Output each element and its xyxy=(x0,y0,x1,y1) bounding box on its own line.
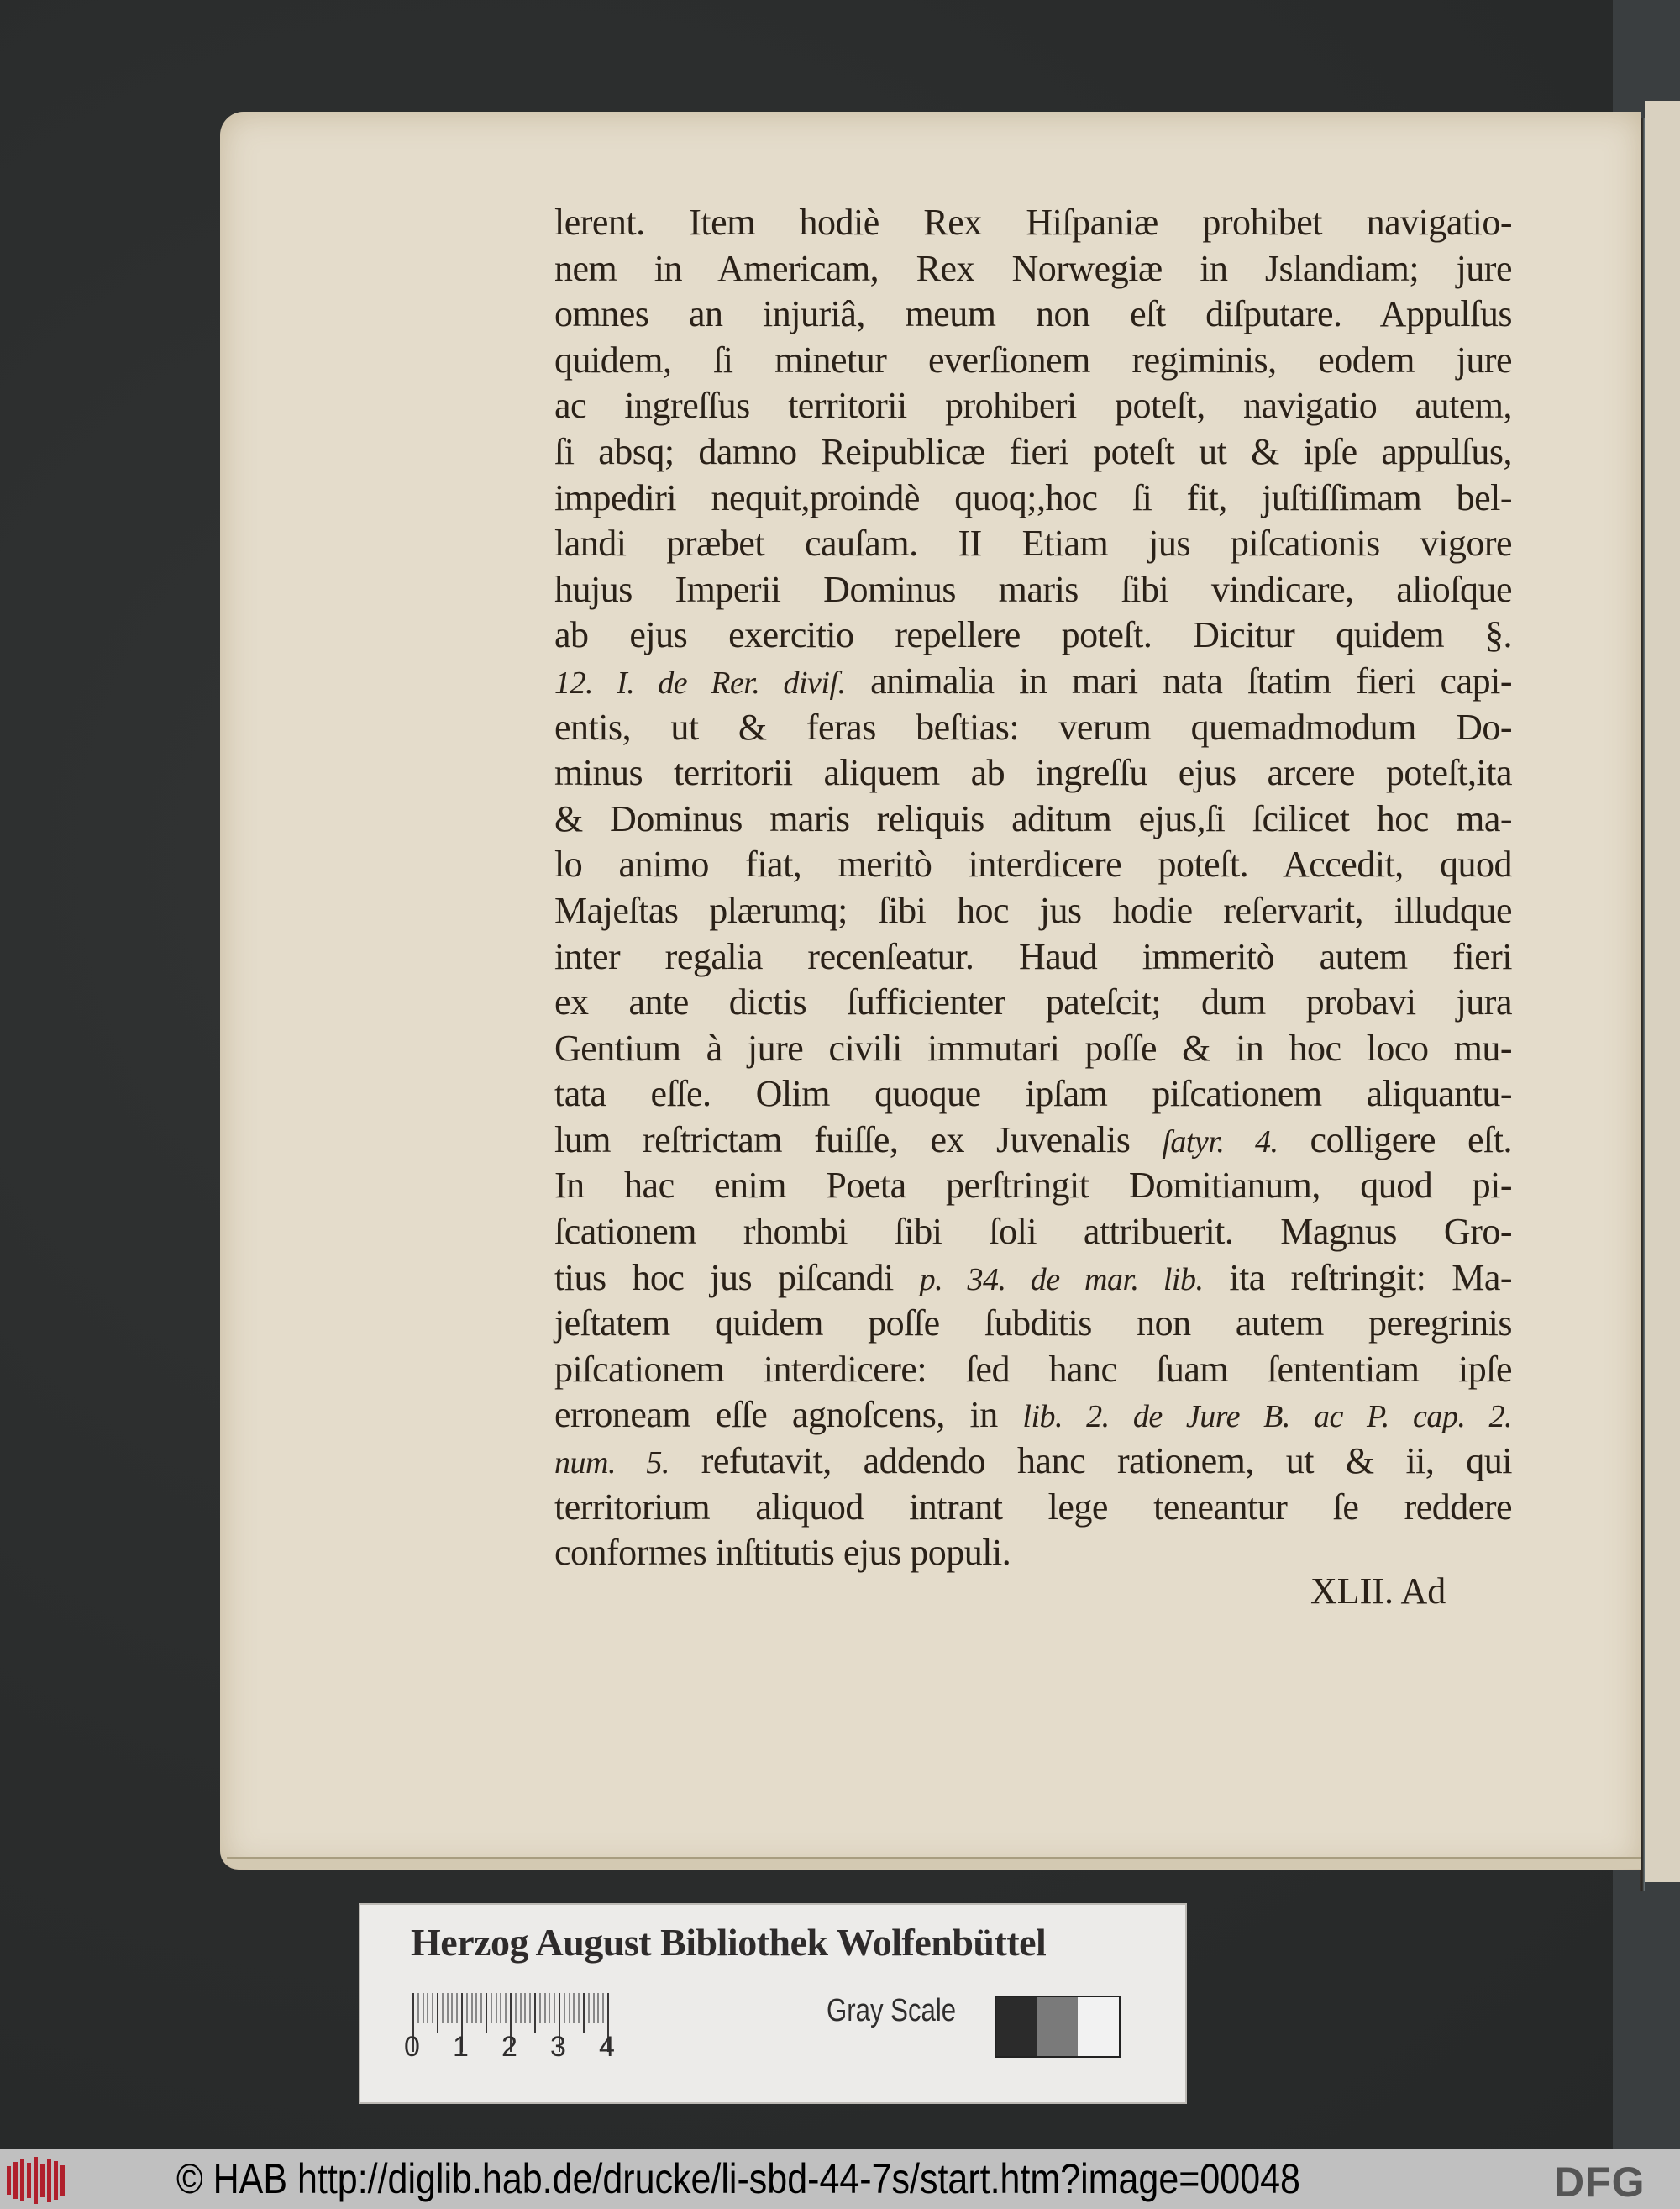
text-line: jeſtatem quidem poſſe ſubditis non autem peregrinis xyxy=(554,1302,1512,1344)
text-line xyxy=(554,1118,1512,1164)
text-line: lo animo fiat, meritò interdicere poteſt. Accedit, quod xyxy=(554,844,1512,886)
ruler-tick xyxy=(500,1993,501,2023)
ruler-label: 1 xyxy=(453,2031,469,2063)
ruler-label: 3 xyxy=(550,2031,566,2063)
ruler-tick xyxy=(597,1993,599,2023)
gray-swatch-light xyxy=(1078,1997,1119,2056)
ruler-tick xyxy=(588,1993,590,2023)
ruler-tick xyxy=(447,1993,449,2023)
text-line xyxy=(554,659,1512,705)
page-bottom-edge xyxy=(227,1857,1641,1869)
text-line: & Dominus maris reliquis aditum ejus,ſi ſcilicet hoc ma- xyxy=(554,797,1512,839)
ruler-tick xyxy=(442,1993,444,2023)
ruler-tick xyxy=(534,1993,536,2033)
text-line: ſi absq; damno Reipublicæ fieri poteſt ut & ipſe appulſus, xyxy=(554,430,1512,472)
text-line: minus territorii aliquem ab ingreſſu ejus arcere poteſt,ita xyxy=(554,752,1512,794)
text-line: ſcationem rhombi ſibi ſoli attribuerit. Magnus Gro- xyxy=(554,1211,1512,1253)
text-line: impediri nequit,proindè quoq;,hoc ſi fit, juſtiſſimam bel- xyxy=(554,476,1512,518)
text-line xyxy=(554,1438,1512,1485)
catchword: XLII. Ad xyxy=(1310,1570,1446,1612)
text-line: landi præbet cauſam. II Etiam jus piſcationis vigore xyxy=(554,523,1512,565)
ruler-label: 4 xyxy=(599,2031,615,2063)
ruler-tick xyxy=(427,1993,428,2023)
ruler-tick xyxy=(593,1993,595,2023)
ruler-label: 2 xyxy=(501,2031,517,2063)
ruler-tick xyxy=(505,1993,507,2023)
text-line: omnes an injuriâ, meum non eſt diſputare. Appulſus xyxy=(554,293,1512,335)
ruler-tick xyxy=(456,1993,458,2023)
text-line: tata eſſe. Olim quoque ipſam piſcationem aliquantu- xyxy=(554,1073,1512,1115)
ruler-tick xyxy=(544,1993,546,2023)
page-text-block xyxy=(554,200,1512,1576)
footer-bar xyxy=(0,2149,1680,2209)
ruler-tick xyxy=(417,1993,419,2023)
ruler-tick xyxy=(602,1993,604,2023)
dfg-logo-icon: DFG xyxy=(1554,2159,1646,2206)
ruler-tick xyxy=(578,1993,580,2023)
ruler-tick xyxy=(471,1993,473,2023)
hab-logo-icon xyxy=(7,2156,69,2205)
text-span: colligere eſt. xyxy=(1278,1118,1512,1160)
text-line: entis, ut & feras beſtias: verum quemadmodum Do- xyxy=(554,706,1512,748)
color-reference-card xyxy=(359,1903,1187,2104)
copyright-url-link[interactable]: © HAB http://diglib.hab.de/drucke/li-sbd-44-7s/start.htm?image=00048 xyxy=(176,2155,1300,2202)
text-span: animalia in mari nata ſtatim fieri capi- xyxy=(845,660,1512,702)
citation-italic: ſatyr. 4. xyxy=(1162,1123,1278,1160)
ruler-tick xyxy=(520,1993,522,2023)
ruler-tick xyxy=(491,1993,492,2023)
ruler-tick xyxy=(480,1993,482,2023)
gray-scale-label: Gray Scale xyxy=(827,1993,957,2028)
ruler-tick xyxy=(437,1993,438,2033)
text-line: In hac enim Poeta perſtringit Domitianum, quod pi- xyxy=(554,1165,1512,1207)
ruler-label: 0 xyxy=(404,2031,420,2063)
ruler-tick xyxy=(564,1993,565,2023)
citation-italic: num. 5. xyxy=(554,1445,669,1481)
citation-italic: p. 34. de mar. lib. xyxy=(919,1261,1204,1297)
text-line: territorium aliquod intrant lege teneantur ſe reddere xyxy=(554,1486,1512,1528)
ruler-tick xyxy=(475,1993,477,2023)
facing-page-edge xyxy=(1645,101,1680,1882)
text-line: Majeſtas plærumq; ſibi hoc jus hodie reſervarit, illudque xyxy=(554,889,1512,931)
ruler-tick xyxy=(451,1993,453,2023)
ruler-tick xyxy=(432,1993,433,2023)
ruler-tick xyxy=(529,1993,531,2023)
ruler xyxy=(412,1993,622,2052)
text-line: ab ejus exercitio repellere poteſt. Dicitur quidem §. xyxy=(554,614,1512,656)
citation-italic: lib. 2. de Jure B. ac P. cap. 2. xyxy=(1022,1399,1512,1435)
text-line: hujus Imperii Dominus maris ſibi vindicare, alioſque xyxy=(554,568,1512,610)
ruler-tick xyxy=(496,1993,497,2023)
ruler-tick xyxy=(524,1993,526,2023)
text-span: ita reſtringit: Ma- xyxy=(1203,1256,1513,1298)
ruler-tick xyxy=(539,1993,541,2023)
text-line: inter regalia recenſeatur. Haud immeritò autem fieri xyxy=(554,935,1512,977)
text-line: Gentium à jure civili immutari poſſe & in hoc loco mu- xyxy=(554,1027,1512,1069)
citation-italic: 12. I. de Rer. diviſ. xyxy=(554,665,846,701)
gray-swatch-mid xyxy=(1037,1997,1079,2056)
text-line xyxy=(554,1392,1512,1438)
ruler-tick xyxy=(554,1993,555,2023)
text-span: refutavit, addendo hanc rationem, ut & ii, qui xyxy=(669,1440,1512,1482)
ruler-tick xyxy=(573,1993,575,2023)
text-span: lum reſtrictam fuiſſe, ex Juvenalis xyxy=(554,1118,1163,1160)
ruler-tick xyxy=(466,1993,468,2023)
ruler-tick xyxy=(486,1993,487,2033)
text-line: piſcationem interdicere: ſed hanc ſuam ſententiam ipſe xyxy=(554,1348,1512,1390)
gray-swatch-dark xyxy=(996,1997,1037,2056)
text-line: quidem, ſi minetur everſionem regiminis, eodem jure xyxy=(554,339,1512,381)
text-span: tius hoc jus piſcandi xyxy=(554,1256,920,1298)
ruler-tick xyxy=(423,1993,424,2023)
ruler-tick xyxy=(515,1993,517,2023)
text-line: ac ingreſſus territorii prohiberi poteſt, navigatio autem, xyxy=(554,385,1512,427)
gray-scale-swatch xyxy=(995,1996,1121,2058)
library-name: Herzog August Bibliothek Wolfenbüttel xyxy=(411,1921,1047,1964)
ruler-tick xyxy=(583,1993,585,2033)
text-span: erroneam eſſe agnoſcens, in xyxy=(554,1394,1023,1436)
text-line: lerent. Item hodiè Rex Hiſpaniæ prohibet navigatio- xyxy=(554,202,1512,243)
text-line xyxy=(554,1255,1512,1302)
text-line: conformes inſtitutis ejus populi. xyxy=(554,1532,1011,1574)
text-line: nem in Americam, Rex Norwegiæ in Jslandiam; jure xyxy=(554,247,1512,289)
ruler-tick xyxy=(569,1993,570,2023)
text-line: ex ante dictis ſufficienter pateſcit; dum probavi jura xyxy=(554,981,1512,1023)
ruler-tick xyxy=(549,1993,550,2023)
